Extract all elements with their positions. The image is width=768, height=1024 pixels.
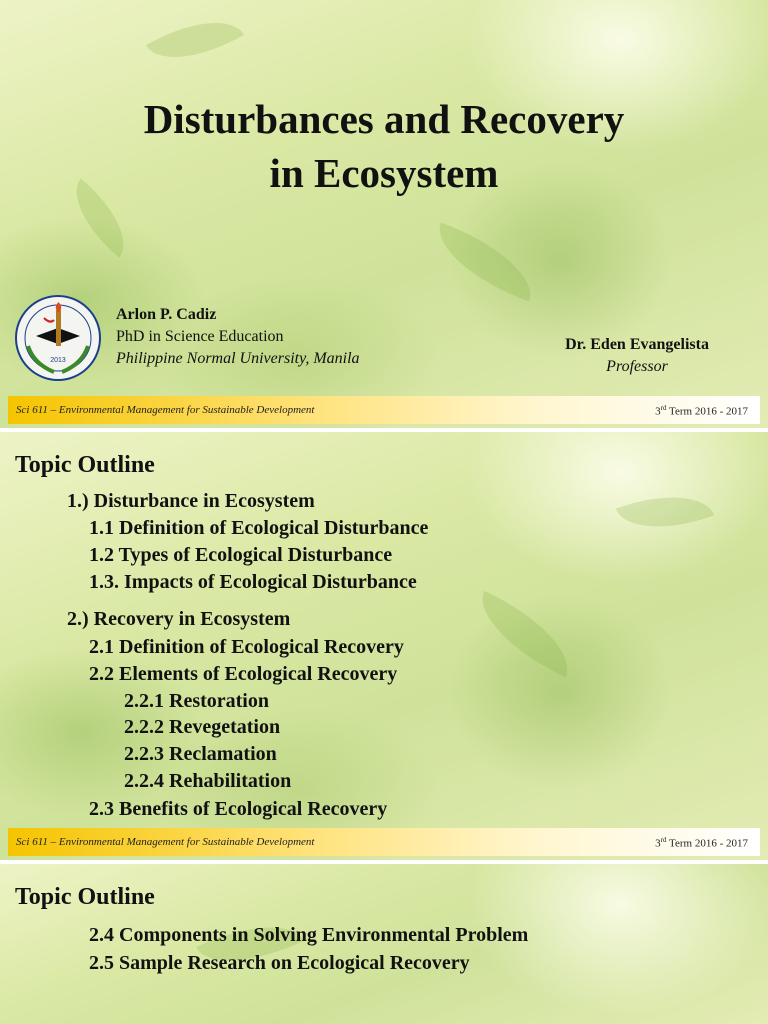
footer-term-number: 3 xyxy=(655,405,661,418)
slide-footer xyxy=(8,396,760,424)
footer-course: Sci 611 – Environmental Management for Sustainable Development xyxy=(16,404,315,416)
leaf-decoration xyxy=(616,478,714,546)
footer-term xyxy=(655,836,748,850)
outline-item: 2.2 Elements of Ecological Recovery xyxy=(89,663,398,685)
author-name: Arlon P. Cadiz xyxy=(116,306,217,323)
outline-item: 2.2.3 Reclamation xyxy=(124,743,277,765)
footer-term xyxy=(655,404,748,418)
logo-year: 2013 xyxy=(50,357,66,364)
leaf-decoration xyxy=(466,591,584,677)
topic-outline-slide-1 xyxy=(0,432,768,860)
footer-term-text: Term 2016 - 2017 xyxy=(666,837,748,850)
author-degree: PhD in Science Education xyxy=(116,328,284,345)
outline-item: 1.3. Impacts of Ecological Disturbance xyxy=(89,571,417,593)
outline-item: 2.5 Sample Research on Ecological Recovery xyxy=(89,952,470,974)
slide-title xyxy=(0,92,768,200)
outline-item: 1.) Disturbance in Ecosystem xyxy=(67,490,315,512)
slide-footer xyxy=(8,828,760,856)
professor-block xyxy=(551,334,723,378)
author-block xyxy=(116,304,360,370)
leaf-decoration xyxy=(146,0,244,80)
outline-item: 1.2 Types of Ecological Disturbance xyxy=(89,544,393,566)
outline-item: 2.2.2 Revegetation xyxy=(124,716,281,738)
footer-term-number: 3 xyxy=(655,837,661,850)
professor-role: Professor xyxy=(606,358,668,375)
outline-item: 1.1 Definition of Ecological Disturbance xyxy=(89,517,429,539)
author-institution: Philippine Normal University, Manila xyxy=(116,350,360,367)
footer-term-text: Term 2016 - 2017 xyxy=(666,405,748,418)
outline-heading: Topic Outline xyxy=(15,452,155,478)
outline-item: 2.2.1 Restoration xyxy=(124,690,269,712)
outline-item: 2.) Recovery in Ecosystem xyxy=(67,608,291,630)
leaf-decoration xyxy=(426,223,544,302)
university-seal-logo xyxy=(14,294,102,382)
title-line-1: Disturbances and Recovery xyxy=(143,96,625,142)
outline-item: 2.2.4 Rehabilitation xyxy=(124,770,292,792)
outline-item: 2.3 Benefits of Ecological Recovery xyxy=(89,798,388,820)
professor-name: Dr. Eden Evangelista xyxy=(565,336,709,353)
title-line-2: in Ecosystem xyxy=(269,150,499,196)
outline-heading: Topic Outline xyxy=(15,884,155,910)
outline-item: 2.1 Definition of Ecological Recovery xyxy=(89,636,404,658)
title-slide xyxy=(0,0,768,428)
topic-outline-slide-2 xyxy=(0,864,768,1024)
footer-term-suffix: rd xyxy=(660,836,667,844)
footer-course: Sci 611 – Environmental Management for Sustainable Development xyxy=(16,836,315,848)
outline-item: 2.4 Components in Solving Environmental Problem xyxy=(89,924,529,946)
footer-term-suffix: rd xyxy=(660,404,667,412)
